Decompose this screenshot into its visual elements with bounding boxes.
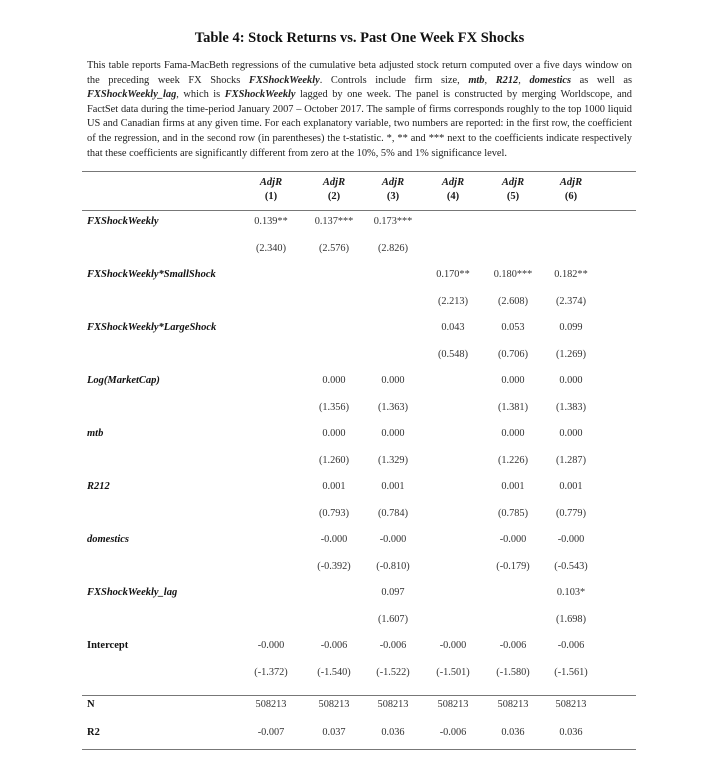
coefficient-cell: 0.000 xyxy=(559,428,583,439)
coefficient-cell: 0.180*** xyxy=(493,269,533,280)
column-dependent-variable: AdjR xyxy=(501,177,525,188)
row-label: FXShockWeekly*SmallShock xyxy=(87,269,216,280)
tstat-cell: (-1.501) xyxy=(436,667,470,678)
caption-text: , which is xyxy=(176,89,225,101)
tstat-cell: (2.374) xyxy=(555,296,587,307)
table-caption xyxy=(87,59,632,161)
row-label: Log(MarketCap) xyxy=(87,375,160,386)
coefficient-cell: -0.006 xyxy=(379,640,407,651)
stat-cell: 0.037 xyxy=(322,727,346,738)
coefficient-cell: 0.103* xyxy=(556,587,586,598)
tstat-cell: (0.779) xyxy=(555,508,587,519)
coefficient-cell: -0.006 xyxy=(320,640,348,651)
caption-text: as well as xyxy=(571,74,632,86)
column-number: (6) xyxy=(564,191,578,202)
row-label: FXShockWeekly*LargeShock xyxy=(87,322,217,333)
row-label: Intercept xyxy=(87,640,129,651)
tstat-cell: (-1.540) xyxy=(317,667,351,678)
tstat-cell: (0.785) xyxy=(497,508,529,519)
tstat-cell: (0.706) xyxy=(497,349,529,360)
row-label: R212 xyxy=(87,481,110,492)
coefficient-cell: -0.006 xyxy=(499,640,527,651)
column-header xyxy=(304,176,364,204)
stat-cell: 0.036 xyxy=(559,727,583,738)
tstat-cell: (-1.561) xyxy=(554,667,588,678)
tstat-cell: (1.356) xyxy=(318,402,350,413)
column-header xyxy=(541,176,601,204)
caption-variable: FXShockWeekly_lag xyxy=(87,89,177,101)
stat-cell: -0.007 xyxy=(257,727,285,738)
tstat-cell: (1.363) xyxy=(377,402,409,413)
coefficient-cell: 0.053 xyxy=(501,322,525,333)
tstat-cell: (1.698) xyxy=(555,614,587,625)
coefficient-cell: 0.001 xyxy=(559,481,583,492)
tstat-cell: (0.793) xyxy=(318,508,350,519)
stat-label: R2 xyxy=(87,727,100,738)
column-dependent-variable: AdjR xyxy=(259,177,283,188)
caption-text: This table reports Fama-MacBeth regressions of the cumulative beta adjusted stock return computed over a five days window on the preceding week FX Shocks xyxy=(87,60,632,86)
tstat-cell: (2.213) xyxy=(437,296,469,307)
coefficient-cell: 0.139** xyxy=(254,216,288,227)
coefficient-cell: 0.000 xyxy=(381,375,405,386)
tstat-cell: (-0.543) xyxy=(554,561,588,572)
stat-cell: 508213 xyxy=(255,699,287,710)
header-rule xyxy=(82,210,636,211)
tstat-cell: (-0.810) xyxy=(376,561,410,572)
tstat-cell: (-1.522) xyxy=(376,667,410,678)
caption-text: , xyxy=(518,74,530,86)
caption-text: . Controls include firm size, xyxy=(319,74,469,86)
table-bottom-rule xyxy=(82,749,636,750)
coefficient-cell: 0.137*** xyxy=(314,216,354,227)
coefficient-cell: -0.006 xyxy=(557,640,585,651)
column-dependent-variable: AdjR xyxy=(559,177,583,188)
coefficient-cell: 0.173*** xyxy=(373,216,413,227)
column-header xyxy=(483,176,543,204)
tstat-cell: (-1.372) xyxy=(254,667,288,678)
coefficient-cell: 0.099 xyxy=(559,322,583,333)
coefficient-cell: -0.000 xyxy=(557,534,585,545)
stat-cell: -0.006 xyxy=(439,727,467,738)
coefficient-cell: 0.000 xyxy=(559,375,583,386)
row-label: domestics xyxy=(87,534,129,545)
stat-cell: 508213 xyxy=(437,699,469,710)
tstat-cell: (1.329) xyxy=(377,455,409,466)
stat-cell: 0.036 xyxy=(381,727,405,738)
tstat-cell: (1.260) xyxy=(318,455,350,466)
column-dependent-variable: AdjR xyxy=(441,177,465,188)
table-title: Table 4: Stock Returns vs. Past One Week FX Shocks xyxy=(194,30,525,46)
column-number: (5) xyxy=(506,191,520,202)
column-dependent-variable: AdjR xyxy=(322,177,346,188)
column-number: (4) xyxy=(446,191,460,202)
tstat-cell: (2.608) xyxy=(497,296,529,307)
tstat-cell: (1.269) xyxy=(555,349,587,360)
coefficient-cell: 0.001 xyxy=(381,481,405,492)
tstat-cell: (-0.179) xyxy=(496,561,530,572)
caption-variable: mtb xyxy=(468,74,485,86)
tstat-cell: (1.287) xyxy=(555,455,587,466)
column-header xyxy=(363,176,423,204)
caption-variable: domestics xyxy=(529,74,571,86)
coefficient-cell: -0.000 xyxy=(379,534,407,545)
column-number: (2) xyxy=(327,191,341,202)
coefficient-cell: 0.001 xyxy=(501,481,525,492)
tstat-cell: (2.340) xyxy=(255,243,287,254)
coefficient-cell: 0.001 xyxy=(322,481,346,492)
tstat-cell: (1.383) xyxy=(555,402,587,413)
column-dependent-variable: AdjR xyxy=(381,177,405,188)
stat-cell: 508213 xyxy=(318,699,350,710)
tstat-cell: (2.826) xyxy=(377,243,409,254)
column-number: (1) xyxy=(264,191,278,202)
stat-label: N xyxy=(87,699,95,710)
coefficient-cell: 0.000 xyxy=(501,375,525,386)
coefficient-cell: 0.043 xyxy=(441,322,465,333)
stat-cell: 0.036 xyxy=(501,727,525,738)
tstat-cell: (1.607) xyxy=(377,614,409,625)
stats-rule xyxy=(82,695,636,696)
caption-variable: R212 xyxy=(495,74,519,86)
stat-cell: 508213 xyxy=(497,699,529,710)
row-label: FXShockWeekly xyxy=(87,216,159,227)
tstat-cell: (1.226) xyxy=(497,455,529,466)
coefficient-cell: 0.000 xyxy=(322,375,346,386)
coefficient-cell: -0.000 xyxy=(320,534,348,545)
coefficient-cell: 0.170** xyxy=(436,269,470,280)
stat-cell: 508213 xyxy=(555,699,587,710)
column-header xyxy=(241,176,301,204)
coefficient-cell: 0.000 xyxy=(322,428,346,439)
coefficient-cell: 0.000 xyxy=(501,428,525,439)
coefficient-cell: -0.000 xyxy=(499,534,527,545)
caption-text: lagged by one week. The panel is constructed by merging Worldscope, and FactSet data during the time-period January 2007 – October 2017. The sample of firms corresponds roughly to the top 1000 liquid US and Canadian firms at any given time. For each explanatory variable, two numbers are reported: in the first row, the coefficient of the regression, and in the second row (in parentheses) the t-statistic. *, ** and *** next to the coefficients indicate respectively that these coefficients are significantly different from zero at the 10%, 5% and 1% significance level. xyxy=(87,89,633,159)
coefficient-cell: 0.182** xyxy=(554,269,588,280)
table-top-rule xyxy=(82,171,636,172)
tstat-cell: (-0.392) xyxy=(317,561,351,572)
caption-text: , xyxy=(484,74,496,86)
column-number: (3) xyxy=(386,191,400,202)
coefficient-cell: 0.097 xyxy=(381,587,405,598)
tstat-cell: (-1.580) xyxy=(496,667,530,678)
tstat-cell: (0.548) xyxy=(437,349,469,360)
tstat-cell: (0.784) xyxy=(377,508,409,519)
row-label: mtb xyxy=(87,428,104,439)
coefficient-cell: -0.000 xyxy=(257,640,285,651)
stat-cell: 508213 xyxy=(377,699,409,710)
tstat-cell: (2.576) xyxy=(318,243,350,254)
coefficient-cell: 0.000 xyxy=(381,428,405,439)
column-header xyxy=(423,176,483,204)
row-label: FXShockWeekly_lag xyxy=(87,587,178,598)
tstat-cell: (1.381) xyxy=(497,402,529,413)
caption-variable: FXShockWeekly xyxy=(224,89,296,101)
coefficient-cell: -0.000 xyxy=(439,640,467,651)
caption-variable: FXShockWeekly xyxy=(248,74,320,86)
